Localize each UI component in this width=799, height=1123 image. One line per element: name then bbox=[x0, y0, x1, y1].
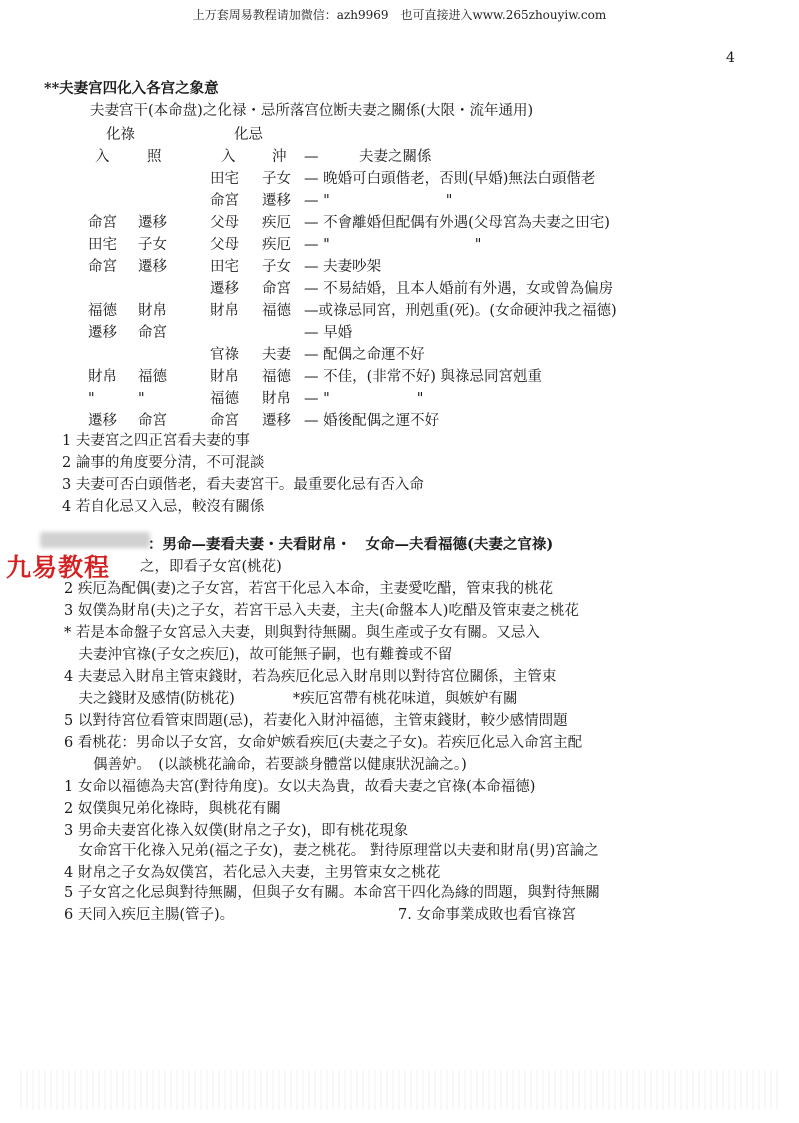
table-cell-l1: 遷移 bbox=[88, 325, 117, 341]
table-cell-r2: 福德 bbox=[262, 303, 291, 319]
table-cell-r2: 疾厄 bbox=[262, 215, 291, 231]
table-cell-desc: — 晚婚可白頭偕老，否則(早婚)無法白頭偕老 bbox=[304, 171, 596, 187]
list-item: 夫妻沖官祿(子女之疾厄)，故可能無子嗣，也有難養或不留 bbox=[64, 647, 453, 663]
list-item: 2 奴僕與兄弟化祿時，與桃花有關 bbox=[64, 801, 281, 817]
table-cell-l2: " bbox=[138, 391, 145, 407]
table-cell-desc: — 夫妻吵架 bbox=[304, 259, 382, 275]
table-cell-r1: 財帛 bbox=[210, 369, 239, 385]
list-item: 4 財帛之子女為奴僕宮，若化忌入夫妻，主男管束女之桃花 bbox=[64, 865, 441, 881]
table-cell-r1: 福德 bbox=[210, 391, 239, 407]
table-cell-l1: 命宮 bbox=[88, 215, 117, 231]
table-cell-r2: 疾厄 bbox=[262, 237, 291, 253]
list-item: 5 以對待宮位看管束問題(忌)，若妻化入財沖福德，主管束錢財，較少感情問題 bbox=[64, 713, 568, 729]
table-cell-desc: — " " bbox=[304, 391, 424, 407]
table-cell-r1: 官祿 bbox=[210, 347, 239, 363]
list-item: 偶善妒。 (以談桃花論命，若要談身體當以健康狀況論之。) bbox=[64, 757, 467, 773]
section1-heading: **夫妻宫四化入各宫之象意 bbox=[44, 80, 219, 97]
table-cell-r2: 子女 bbox=[262, 259, 291, 275]
section1-subheading: 夫妻宫干(本命盘)之化禄・忌所落宫位断夫妻之關係(大限・流年通用) bbox=[90, 103, 534, 119]
col-hualu: 化祿 bbox=[106, 127, 135, 143]
table-cell-r2: 財帛 bbox=[262, 391, 291, 407]
col-dash: — bbox=[304, 149, 319, 165]
col-ru-ji: 入 bbox=[221, 149, 236, 165]
note-line: 3 夫妻可否白頭偕老，看夫妻宮干。最重要化忌有否入命 bbox=[62, 477, 424, 493]
table-cell-desc: — 不佳，(非常不好) 與祿忌同宮剋重 bbox=[304, 369, 543, 385]
table-cell-r2: 夫妻 bbox=[262, 347, 291, 363]
table-cell-r2: 子女 bbox=[262, 171, 291, 187]
table-cell-r2: 遷移 bbox=[262, 413, 291, 429]
table-cell-l1: 福德 bbox=[88, 303, 117, 319]
table-cell-desc: — " " bbox=[304, 193, 453, 209]
list-item: 女命宮干化祿入兄弟(福之子女)，妻之桃花。 對待原理當以夫妻和財帛(男)宮論之 bbox=[64, 843, 599, 859]
table-cell-l1: 遷移 bbox=[88, 413, 117, 429]
table-cell-r1: 遷移 bbox=[210, 281, 239, 297]
section2-heading: ：男命—妻看夫妻・夫看財帛・ 女命—夫看福德(夫妻之官祿) bbox=[148, 536, 554, 553]
table-cell-r2: 命宮 bbox=[262, 281, 291, 297]
watermark-logo: 九易教程 bbox=[6, 553, 111, 582]
col-huaji: 化忌 bbox=[234, 127, 263, 143]
list-item: 1 女命以福德為夫宮(對待角度)。女以夫為貴，故看夫妻之官祿(本命福德) bbox=[64, 779, 536, 795]
table-cell-l2: 命宮 bbox=[138, 325, 167, 341]
table-cell-r2: 福德 bbox=[262, 369, 291, 385]
table-cell-r1: 命宮 bbox=[210, 193, 239, 209]
col-ru-lu: 入 bbox=[95, 149, 110, 165]
list-item: 4 夫妻忌入財帛主管束錢財，若為疾厄化忌入財帛則以對待宮位關係，主管束 bbox=[64, 669, 557, 685]
list-item: * 若是本命盤子女宮忌入夫妻，則與對待無關。與生產或子女有關。又忌入 bbox=[64, 625, 540, 641]
list-item: 6 天同入疾厄主腸(管子)。 bbox=[64, 907, 235, 923]
list-item: 5 子女宮之化忌與對待無關，但與子女有關。本命宮干四化為緣的問題，與對待無關 bbox=[64, 885, 600, 901]
table-cell-desc: — " " bbox=[304, 237, 482, 253]
list-item: 3 男命夫妻宮化祿入奴僕(財帛之子女)，即有桃花現象 bbox=[64, 823, 409, 839]
scan-noise bbox=[20, 1070, 780, 1110]
header-banner: 上万套周易教程请加微信：azh9969 也可直接进入www.265zhouyiw.com bbox=[192, 8, 607, 22]
list-item: 3 奴僕為財帛(夫)之子女，若宮干忌入夫妻，主夫(命盤本人)吃醋及管束妻之桃花 bbox=[64, 603, 579, 619]
table-cell-desc: — 早婚 bbox=[304, 325, 353, 341]
table-cell-l1: 命宮 bbox=[88, 259, 117, 275]
table-cell-desc: — 不易結婚，且本人婚前有外遇，女或曾為偏房 bbox=[304, 281, 614, 297]
table-cell-l1: 財帛 bbox=[88, 369, 117, 385]
table-cell-desc: — 婚後配偶之運不好 bbox=[304, 413, 440, 429]
table-cell-r2: 遷移 bbox=[262, 193, 291, 209]
col-relation: 夫妻之關係 bbox=[359, 149, 432, 165]
table-cell-l2: 命宮 bbox=[138, 413, 167, 429]
table-cell-desc: — 配偶之命運不好 bbox=[304, 347, 425, 363]
table-cell-l2: 福德 bbox=[138, 369, 167, 385]
page-number: 4 bbox=[726, 50, 735, 66]
table-cell-r1: 田宅 bbox=[210, 259, 239, 275]
table-cell-desc: —或祿忌同宮，刑剋重(死)。(女命硬沖我之福德) bbox=[304, 303, 617, 319]
col-chong: 沖 bbox=[272, 149, 287, 165]
table-cell-r1: 父母 bbox=[210, 215, 239, 231]
note-line: 1 夫妻宮之四正宮看夫妻的事 bbox=[62, 433, 250, 449]
col-zhao: 照 bbox=[147, 149, 162, 165]
note-line: 2 論事的角度要分清，不可混談 bbox=[62, 455, 265, 471]
table-cell-r1: 父母 bbox=[210, 237, 239, 253]
table-cell-l1: " bbox=[88, 391, 95, 407]
list-item: 夫之錢財及感情(防桃花) *疾厄宮帶有桃花味道，與嫉妒有關 bbox=[64, 691, 518, 707]
section2-last-right: 7. 女命事業成敗也看官祿宮 bbox=[398, 907, 576, 923]
table-cell-l2: 財帛 bbox=[138, 303, 167, 319]
table-cell-l1: 田宅 bbox=[88, 237, 117, 253]
table-cell-desc: — 不會離婚但配偶有外遇(父母宮為夫妻之田宅) bbox=[304, 215, 610, 231]
table-cell-r1: 田宅 bbox=[210, 171, 239, 187]
table-cell-l2: 子女 bbox=[138, 237, 167, 253]
table-cell-r1: 財帛 bbox=[210, 303, 239, 319]
table-cell-r1: 命宮 bbox=[210, 413, 239, 429]
table-cell-l2: 遷移 bbox=[138, 215, 167, 231]
scan-smudge bbox=[40, 532, 150, 548]
note-line: 4 若自化忌又入忌，較沒有關係 bbox=[62, 499, 265, 515]
list-item: 6 看桃花：男命以子女宮，女命妒嫉看疾厄(夫妻之子女)。若疾厄化忌入命宮主配 bbox=[64, 735, 583, 751]
table-cell-l2: 遷移 bbox=[138, 259, 167, 275]
section2-line1: 之，即看子女宮(桃花) bbox=[140, 559, 282, 575]
list-item: 2 疾厄為配偶(妻)之子女宮，若宮干化忌入本命，主妻愛吃醋，管束我的桃花 bbox=[64, 581, 554, 597]
